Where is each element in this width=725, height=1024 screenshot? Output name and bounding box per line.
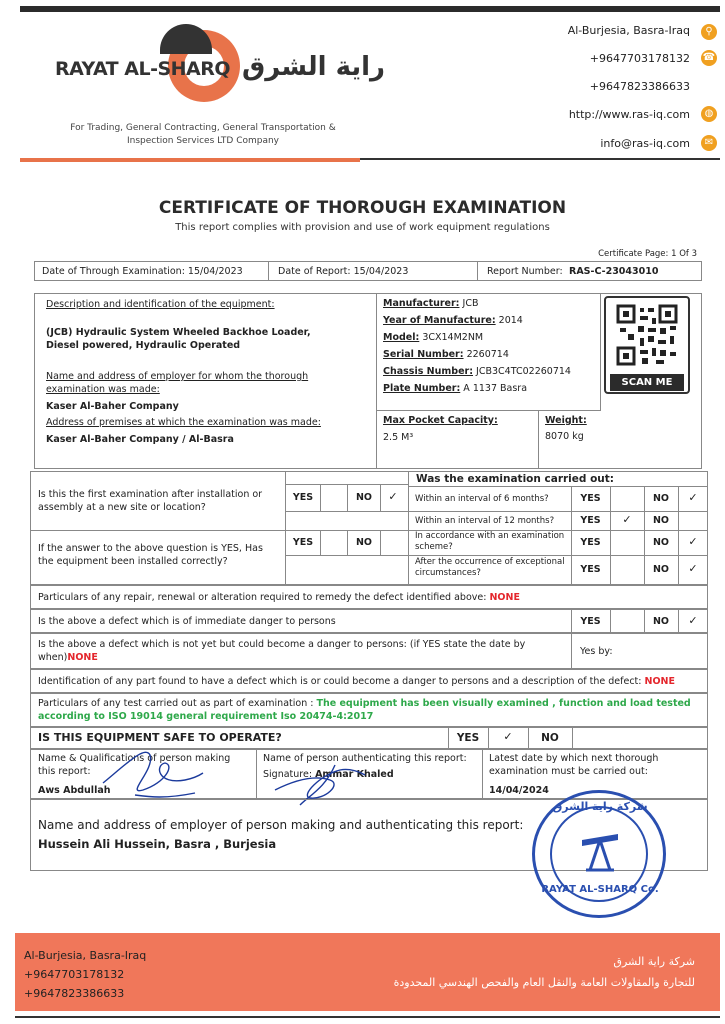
pumpjack-logo-icon xyxy=(160,24,212,54)
capacity-divider xyxy=(376,410,600,411)
carried-exceptional: After the occurrence of exceptional circumstances? xyxy=(415,557,565,578)
auth-label: Name of person authenticating this report: xyxy=(263,753,467,764)
company-subtitle: For Trading, General Contracting, General Transportation & Inspection Services LTD Company xyxy=(70,123,336,146)
c4-no-check: ✓ xyxy=(688,562,698,575)
carried-6-months: Within an interval of 6 months? xyxy=(415,494,549,504)
question-installed-correctly: If the answer to the above question is YES, Has the equipment been installed correctly? xyxy=(38,543,263,567)
immediate-no: NO xyxy=(652,616,670,627)
contact-address: Al-Burjesia, Basra-Iraq xyxy=(567,24,690,37)
immediate-yes: YES xyxy=(580,616,601,627)
chassis-label: Chassis Number: xyxy=(383,366,474,377)
footer-phone-1: +9647703178132 xyxy=(24,968,125,981)
test-value: The equipment has been visually examined , function and load tested according to ISO 19014 general requirement Iso 20474-4:2017 xyxy=(38,698,691,722)
model-value: 3CX14M2NM xyxy=(422,332,484,343)
weight-value: 8070 kg xyxy=(545,431,584,442)
final-employer-value: Hussein Ali Hussein, Basra , Burjesia xyxy=(38,837,277,851)
model-label: Model: xyxy=(383,332,420,343)
next-exam-value: 14/04/2024 xyxy=(489,785,549,796)
carried-scheme: In accordance with an examination scheme? xyxy=(415,531,565,552)
equipment-desc-label: Description and identification of the equipment: xyxy=(46,299,275,310)
q2-no: NO xyxy=(355,537,373,548)
qr-code-icon[interactable] xyxy=(616,304,678,366)
manufacturer-value: JCB xyxy=(462,298,479,309)
identification-value: NONE xyxy=(644,676,675,687)
c2-yes: YES xyxy=(580,515,601,526)
logo-text-ar: راية الشرق xyxy=(242,52,386,82)
immediate-danger-label: Is the above a defect which is of immediate danger to persons xyxy=(38,616,336,627)
c3-no-check: ✓ xyxy=(688,535,698,548)
top-bar xyxy=(20,6,720,12)
chassis-value: JCB3C4TC02260714 xyxy=(476,366,571,377)
bottom-line xyxy=(15,1016,720,1018)
auth-value: Ammar Khaled xyxy=(315,769,394,780)
maker-value: Aws Abdullah xyxy=(38,785,111,796)
serial-label: Serial Number: xyxy=(383,349,464,360)
certificate-subtitle: This report complies with provision and use of work equipment regulations xyxy=(175,222,550,233)
report-number-label: Report Number: xyxy=(487,266,563,277)
mail-icon: ✉ xyxy=(701,135,717,151)
certificate-page: Certificate Page: 1 Of 3 xyxy=(598,249,697,259)
weight-divider xyxy=(538,410,539,469)
final-employer-label: Name and address of employer of person making and authenticating this report: xyxy=(38,818,524,832)
c1-no-check: ✓ xyxy=(688,491,698,504)
header-divider-orange xyxy=(20,158,360,162)
immediate-no-check: ✓ xyxy=(688,614,698,627)
yes-by-label: Yes by: xyxy=(580,646,613,657)
footer-arabic-desc: للتجارة والمقاولات العامة والنقل العام والفحص الهندسي المحدودة xyxy=(393,976,695,989)
contact-phone-1: +9647703178132 xyxy=(589,52,690,65)
question-first-exam: Is this the first examination after installation or assembly at a new site or location? xyxy=(38,489,263,513)
c3-no: NO xyxy=(652,537,670,548)
carried-out-title: Was the examination carried out: xyxy=(416,473,614,485)
premises-label: Address of premises at which the examination was made: xyxy=(46,417,321,428)
exam-date: Date of Through Examination: 15/04/2023 xyxy=(42,266,243,277)
safe-label: IS THIS EQUIPMENT SAFE TO OPERATE? xyxy=(38,731,282,744)
c1-yes: YES xyxy=(580,493,601,504)
contact-phone-2: +9647823386633 xyxy=(589,80,690,93)
c4-no: NO xyxy=(652,564,670,575)
location-icon: ⚲ xyxy=(701,24,717,40)
manufacturer-label: Manufacturer: xyxy=(383,298,460,309)
contact-email[interactable]: info@ras-iq.com xyxy=(600,137,690,150)
pocket-label: Max Pocket Capacity: xyxy=(383,415,498,426)
carried-12-months: Within an interval of 12 months? xyxy=(415,516,555,526)
footer-address: Al-Burjesia, Basra-Iraq xyxy=(24,949,147,962)
employer-value: Kaser Al-Baher Company xyxy=(46,401,179,412)
q1-yes: YES xyxy=(292,492,314,503)
stamp-text-ar: شركة راية الشرق xyxy=(552,800,648,813)
year-value: 2014 xyxy=(498,315,523,326)
qr-divider xyxy=(600,293,601,411)
c2-no: NO xyxy=(652,515,670,526)
header-divider-dark xyxy=(360,158,720,160)
q1-no-check: ✓ xyxy=(388,490,398,503)
serial-value: 2260714 xyxy=(466,349,509,360)
equipment-desc-value: (JCB) Hydraulic System Wheeled Backhoe Loader, Diesel powered, Hydraulic Operated xyxy=(46,327,311,351)
premises-value: Kaser Al-Baher Company / Al-Basra xyxy=(46,434,234,445)
future-danger-label: Is the above a defect which is not yet but could become a danger to persons: (if YES state the date by when) xyxy=(38,639,526,663)
maker-signature-icon xyxy=(95,735,205,805)
plate-label: Plate Number: xyxy=(383,383,461,394)
certificate-title: CERTIFICATE OF THOROUGH EXAMINATION xyxy=(158,198,567,218)
employer-label: Name and address of employer for whom the thorough examination was made: xyxy=(46,371,309,395)
year-label: Year of Manufacture: xyxy=(383,315,496,326)
repair-label: Particulars of any repair, renewal or alteration required to remedy the defect identified above: xyxy=(38,592,487,603)
repair-value: NONE xyxy=(489,592,520,603)
plate-value: A 1137 Basra xyxy=(463,383,528,394)
phone-icon: ☎ xyxy=(701,50,717,66)
stamp-pumpjack-icon xyxy=(578,828,622,872)
identification-label: Identification of any part found to have a defect which is or could become a danger to persons and a description of the defect: xyxy=(38,676,642,687)
weight-label: Weight: xyxy=(545,415,587,426)
equipment-divider xyxy=(376,293,377,469)
c3-yes: YES xyxy=(580,537,601,548)
pocket-value: 2.5 M³ xyxy=(383,432,414,443)
footer-phone-2: +9647823386633 xyxy=(24,987,125,1000)
contact-website[interactable]: http://www.ras-iq.com xyxy=(568,108,690,121)
globe-icon: ◍ xyxy=(701,106,717,122)
q2-yes: YES xyxy=(292,537,314,548)
logo-text-en: RAYAT AL-SHARQ xyxy=(55,58,231,80)
stamp-text-en: RAYAT AL-SHARQ Co. xyxy=(541,884,659,895)
q1-no: NO xyxy=(355,492,373,503)
safe-yes: YES xyxy=(456,732,480,744)
test-label: Particulars of any test carried out as part of examination : xyxy=(38,698,314,709)
c4-yes: YES xyxy=(580,564,601,575)
scan-me-label: SCAN ME xyxy=(610,374,684,391)
c1-no: NO xyxy=(652,493,670,504)
safe-no: NO xyxy=(541,732,559,744)
safe-yes-check: ✓ xyxy=(503,730,513,743)
maker-label: Name & Qualifications of person making this report: xyxy=(38,753,231,777)
future-danger-value: NONE xyxy=(67,652,98,663)
footer-arabic-name: شركة راية الشرق xyxy=(613,955,695,968)
report-date: Date of Report: 15/04/2023 xyxy=(278,266,409,277)
c2-yes-check: ✓ xyxy=(622,513,632,526)
next-exam-label: Latest date by which next thorough examination must be carried out: xyxy=(489,753,659,777)
footer-contacts xyxy=(24,946,146,1003)
auth-signature-label: Signature: xyxy=(263,769,313,780)
report-number: RAS-C-23043010 xyxy=(569,266,659,277)
